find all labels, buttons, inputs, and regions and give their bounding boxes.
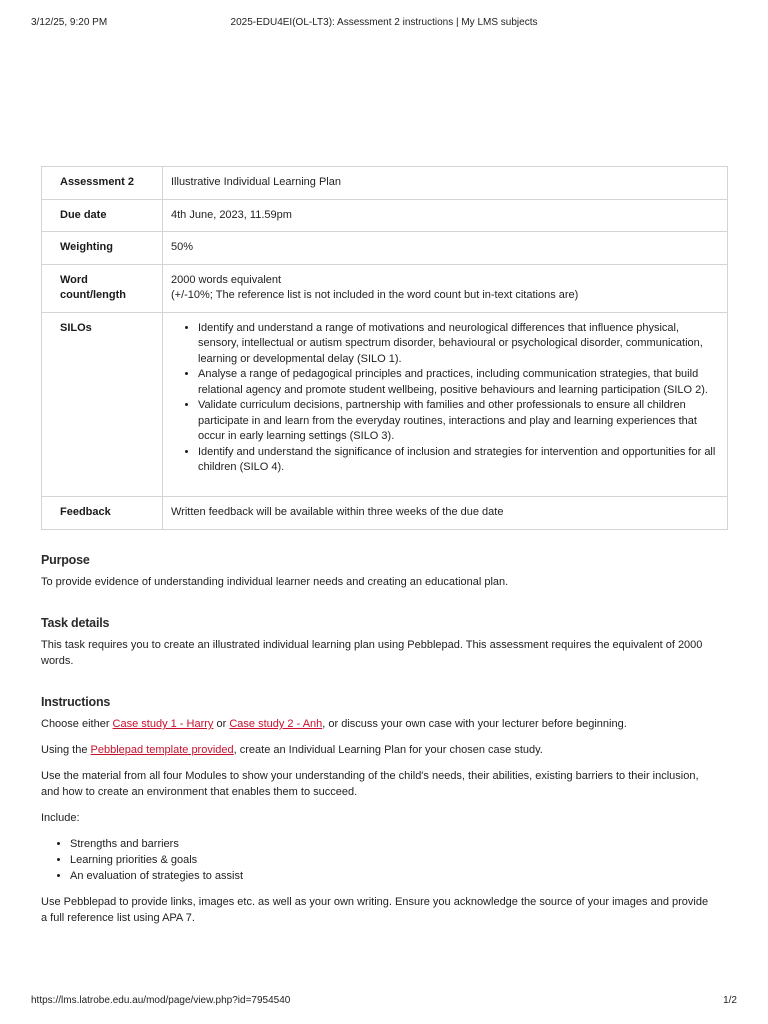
choose-suffix-text: , or discuss your own case with your lecturer before beginning. (322, 718, 627, 730)
silo-item: • Analyse a range of pedagogical principles and practices, including communication strategies, that build relational agency and promote student wellbeing, positive behaviours and learning participation (SILO 2). (198, 367, 719, 398)
pebblepad-template-link[interactable]: Pebblepad template provided (90, 744, 234, 756)
due-date-value: 4th June, 2023, 11.59pm (163, 199, 728, 232)
modules-paragraph: Use the material from all four Modules to show your understanding of the child's needs, their abilities, existing barriers to their inclusion, and how to create an environment that enables them to succeed. (41, 770, 699, 798)
silos-label: SILOs (42, 312, 163, 496)
list-item: • Learning priorities & goals (70, 852, 711, 868)
silo-item: • Validate curriculum decisions, partnership with families and other professionals to ensure all children participate in and learn from the everyday routines, interactions and play and learning experiences that occur in early learning settings (SILO 3). (198, 398, 719, 445)
using-template-paragraph (41, 742, 711, 758)
table-row (42, 312, 728, 496)
weighting-label: Weighting (42, 232, 163, 265)
table-row (42, 199, 728, 232)
purpose-text: To provide evidence of understanding individual learner needs and creating an educational plan. (41, 576, 509, 588)
using-suffix-text: , create an Individual Learning Plan for your chosen case study. (233, 744, 543, 756)
weighting-value: 50% (163, 232, 728, 265)
task-details-text: This task requires you to create an illustrated individual learning plan using Pebblepad. This assessment requires the equivalent of 2000 words. (41, 639, 703, 667)
choose-prefix-text: Choose either (41, 718, 113, 730)
print-page-number: 1/2 (723, 995, 737, 1006)
silo-item: • Identify and understand a range of motivations and neurological differences that influence physical, sensory, intellectual or autism spectrum disorder, behavioural or psychological disorder, communication, learning or developmental delay (SILO 1). (198, 321, 719, 368)
table-row (42, 496, 728, 529)
purpose-section (41, 552, 711, 590)
table-row (42, 232, 728, 265)
print-url: https://lms.latrobe.edu.au/mod/page/view.php?id=7954540 (31, 995, 291, 1006)
silos-value (163, 312, 728, 496)
case-study-1-link[interactable]: Case study 1 - Harry (112, 718, 214, 730)
assessment-info-table (41, 166, 728, 530)
print-page-title: 2025-EDU4EI(OL-LT3): Assessment 2 instructions | My LMS subjects (230, 17, 538, 28)
table-row (42, 167, 728, 200)
case-study-2-link[interactable]: Case study 2 - Anh (229, 718, 323, 730)
word-count-value-line1: 2000 words equivalent (171, 273, 282, 286)
assessment-label: Assessment 2 (42, 167, 163, 200)
instructions-section (41, 694, 711, 926)
pebblepad-paragraph: Use Pebblepad to provide links, images etc. as well as your own writing. Ensure you acknowledge the source of your images and provide a full reference list using APA 7. (41, 896, 709, 924)
print-header (31, 17, 737, 28)
word-count-value (163, 264, 728, 312)
task-details-heading: Task details (41, 616, 110, 630)
purpose-heading: Purpose (41, 553, 90, 567)
print-datetime: 3/12/25, 9:20 PM (31, 17, 108, 28)
due-date-label: Due date (42, 199, 163, 232)
word-count-label-line1: Word (60, 273, 88, 286)
feedback-label: Feedback (42, 496, 163, 529)
choose-case-paragraph (41, 716, 711, 732)
table-row (42, 264, 728, 312)
instructions-heading: Instructions (41, 695, 111, 709)
include-list (41, 836, 711, 884)
list-item: • An evaluation of strategies to assist (70, 868, 711, 884)
silo-item: • Identify and understand the significance of inclusion and strategies for intervention and opportunities for all children (SILO 4). (198, 445, 719, 476)
word-count-label (42, 264, 163, 312)
task-details-section (41, 615, 711, 669)
include-label: Include: (41, 812, 80, 824)
feedback-value: Written feedback will be available within three weeks of the due date (163, 496, 728, 529)
using-prefix-text: Using the (41, 744, 91, 756)
print-footer (31, 995, 737, 1006)
assessment-value: Illustrative Individual Learning Plan (163, 167, 728, 200)
word-count-label-line2: count/length (60, 289, 126, 301)
silos-list (171, 321, 719, 488)
list-item: • Strengths and barriers (70, 836, 711, 852)
word-count-value-line2: (+/-10%; The reference list is not included in the word count but in-text citations are) (171, 289, 579, 301)
choose-or-text: or (213, 718, 230, 730)
